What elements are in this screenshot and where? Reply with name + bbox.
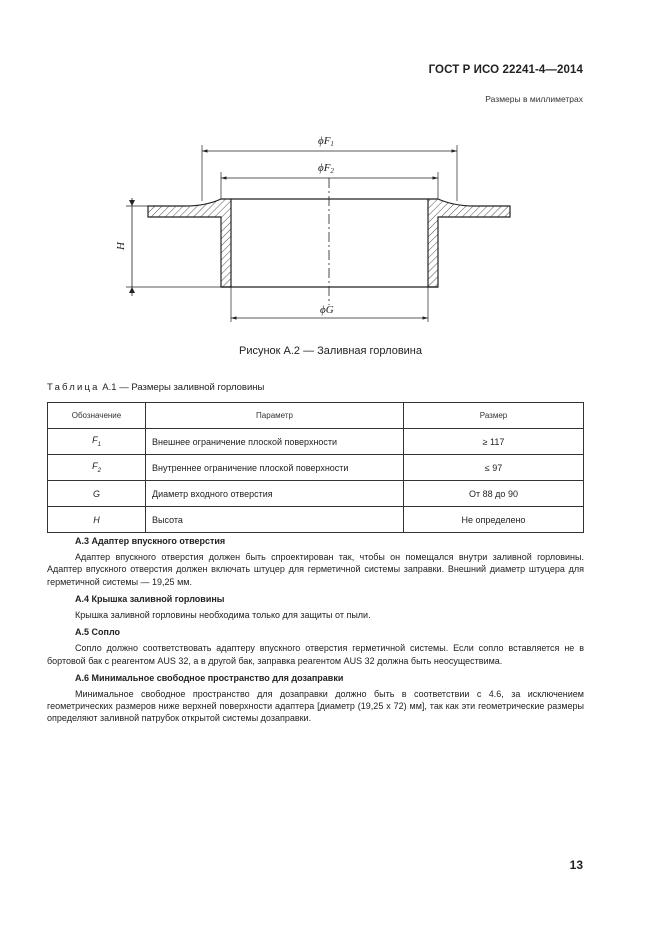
h-label: H xyxy=(115,242,127,250)
f1-label: ϕF1 xyxy=(318,135,334,148)
table-title-text: А.1 — Размеры заливной горловины xyxy=(102,382,265,393)
table-title xyxy=(47,382,264,393)
table-row xyxy=(48,429,584,455)
section-heading: А.6 Минимальное свободное пространство для дозаправки xyxy=(75,672,344,683)
section-paragraph: Минимальное свободное пространство для дозаправки должно быть в соответствии с 4.6, за исключением геометрических размеров ниже верхней поверхности адаптера [диаметр (19,25 x 72) мм], так как эти геометрические размеры определяют заливной патрубок открытой системы дозаправки. xyxy=(47,689,584,724)
figure-caption: Рисунок А.2 — Заливная горловина xyxy=(238,345,422,357)
symbol-cell: G xyxy=(48,481,146,507)
g-label: ϕG xyxy=(320,304,334,316)
parameter-cell: Внутреннее ограничение плоской поверхности xyxy=(146,455,404,481)
body-text xyxy=(47,530,584,729)
filler-neck-drawing xyxy=(100,130,560,330)
left-wall-section xyxy=(148,199,231,287)
size-cell: От 88 до 90 xyxy=(404,481,584,507)
section-heading: А.4 Крышка заливной горловины xyxy=(75,593,225,604)
table-title-label: Таблица xyxy=(47,382,100,393)
symbol-cell: H xyxy=(48,507,146,533)
header-designation: Обозначение xyxy=(48,403,146,429)
h-arrow-top xyxy=(129,200,135,206)
header-parameter: Параметр xyxy=(146,403,404,429)
table-row xyxy=(48,507,584,533)
section-heading: А.5 Сопло xyxy=(75,627,121,638)
f2-label: ϕF2 xyxy=(318,162,334,175)
units-note: Размеры в миллиметрах xyxy=(485,94,583,104)
symbol-cell: $F_2$ xyxy=(48,455,146,481)
section-paragraph: Сопло должно соответствовать адаптеру впускного отверстия герметичной системы. Если сопло вставляется не в бортовой бак с реагентом AUS 32, а в другой бак, заправка реагентом AUS 32 должна быть неосуществима. xyxy=(47,643,584,666)
page-number: 13 xyxy=(569,858,583,872)
parameter-cell: Диаметр входного отверстия xyxy=(146,481,404,507)
h-arrow-bottom xyxy=(129,287,135,293)
header-size: Размер xyxy=(404,403,584,429)
standard-code: ГОСТ Р ИСО 22241-4—2014 xyxy=(428,64,583,76)
table-row xyxy=(48,455,584,481)
dimensions-table xyxy=(47,402,584,533)
section-paragraph: Адаптер впускного отверстия должен быть спроектирован так, чтобы он помещался внутри заливной горловины. Адаптер впускного отверстия должен включать штуцер для герметичной системы заправки. Внешний диаметр штуцера для герметичной системы — 19,25 мм. xyxy=(47,552,584,587)
symbol-cell: $F_1$ xyxy=(48,429,146,455)
size-cell: ≤ 97 xyxy=(404,455,584,481)
section-heading: А.3 Адаптер впускного отверстия xyxy=(75,536,226,546)
parameter-cell: Высота xyxy=(146,507,404,533)
size-cell: Не определено xyxy=(404,507,584,533)
table-header-row xyxy=(48,403,584,429)
parameter-cell: Внешнее ограничение плоской поверхности xyxy=(146,429,404,455)
size-cell: ≥ 117 xyxy=(404,429,584,455)
table-row xyxy=(48,481,584,507)
right-wall-section xyxy=(428,199,510,287)
section-paragraph: Крышка заливной горловины необходима только для защиты от пыли. xyxy=(75,610,371,621)
